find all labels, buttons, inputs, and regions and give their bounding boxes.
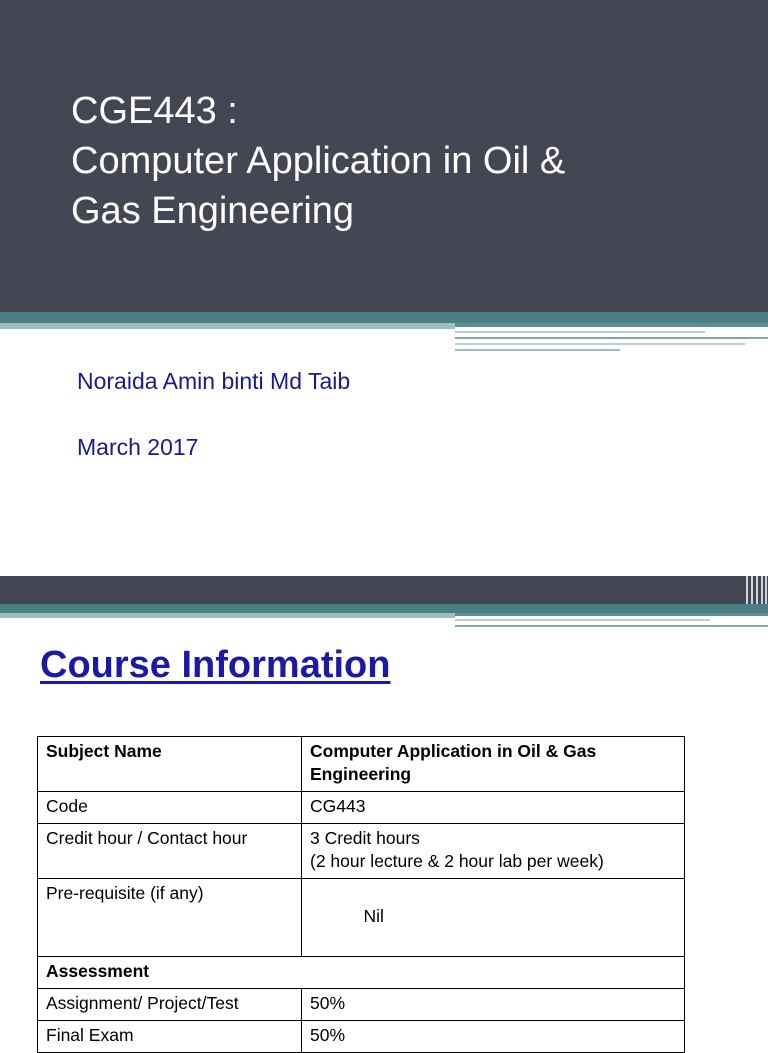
title-line: Gas Engineering xyxy=(71,190,355,232)
value-line: 3 Credit hours xyxy=(310,828,420,848)
presentation-date: March 2017 xyxy=(77,434,199,460)
title-line: CGE443 : xyxy=(71,90,238,132)
decorative-stripe xyxy=(455,613,768,616)
row-value xyxy=(302,792,685,824)
table-row xyxy=(38,1021,685,1053)
table-row xyxy=(38,824,685,879)
decorative-stripe xyxy=(455,337,768,339)
section-label: Assessment xyxy=(38,957,685,989)
decorative-stripe xyxy=(455,625,768,627)
value-line: Computer Application in Oil & Gas xyxy=(310,741,597,761)
decorative-stripe xyxy=(0,604,768,613)
table-row xyxy=(38,792,685,824)
decorative-stripe xyxy=(0,312,768,323)
row-value xyxy=(302,824,685,879)
table-row xyxy=(38,989,685,1021)
row-value xyxy=(302,1021,685,1053)
value-line: 50% xyxy=(310,1025,346,1045)
table-row xyxy=(38,879,685,957)
slide-title xyxy=(71,86,711,236)
row-label: Code xyxy=(38,792,302,824)
decorative-stripe xyxy=(455,343,745,345)
decorative-stripe xyxy=(455,331,705,333)
title-line: Computer Application in Oil & xyxy=(71,140,566,182)
value-line: 50% xyxy=(310,993,346,1013)
value-line: Engineering xyxy=(310,764,412,784)
row-value xyxy=(302,737,685,792)
header-band xyxy=(0,576,768,604)
value-line: CG443 xyxy=(310,796,366,816)
course-info-slide xyxy=(0,576,768,1045)
value-line: Nil xyxy=(358,906,384,926)
decorative-stripe xyxy=(455,323,768,327)
row-label: Subject Name xyxy=(38,737,302,792)
section-heading: Course Information xyxy=(40,644,391,686)
row-label: Credit hour / Contact hour xyxy=(38,824,302,879)
decorative-stripe xyxy=(0,613,455,618)
decorative-stripe xyxy=(455,619,710,621)
row-value xyxy=(302,989,685,1021)
row-label: Assignment/ Project/Test xyxy=(38,989,302,1021)
table-section-row xyxy=(38,957,685,989)
table-row xyxy=(38,737,685,792)
row-label: Final Exam xyxy=(38,1021,302,1053)
course-info-table xyxy=(37,736,685,1053)
value-line: (2 hour lecture & 2 hour lab per week) xyxy=(310,851,604,871)
decorative-stripe xyxy=(455,349,620,351)
row-value xyxy=(302,879,685,957)
decorative-stripe xyxy=(0,323,455,329)
row-label: Pre-requisite (if any) xyxy=(38,879,302,957)
author-name: Noraida Amin binti Md Taib xyxy=(77,368,351,394)
